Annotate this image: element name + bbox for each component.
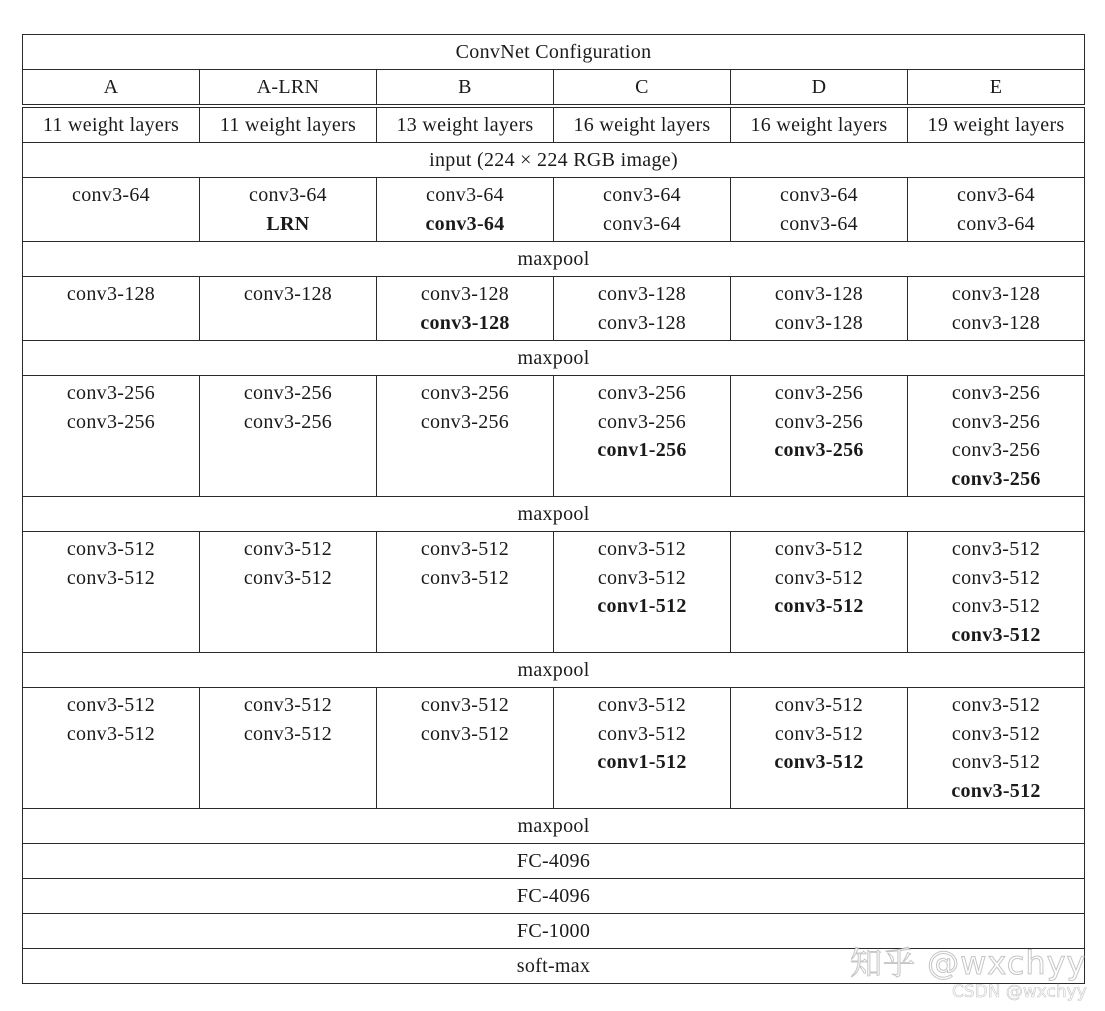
layer-label: conv3-512 (597, 566, 687, 589)
maxpool-row (23, 341, 1085, 376)
conv-block-cell-b (377, 688, 554, 809)
layer-label: conv3-512 (951, 751, 1041, 773)
maxpool-label: maxpool (23, 497, 1085, 532)
layer-label: conv3-512 (951, 595, 1041, 617)
depth-cell-b: 13 weight layers (377, 106, 554, 143)
zhihu-watermark: 知乎 @wxchyy (850, 944, 1087, 982)
added-layer-label: conv1-512 (597, 595, 687, 617)
layer-label: conv3-512 (66, 722, 156, 745)
conv-block-cell-a (23, 277, 200, 341)
maxpool-label: maxpool (23, 653, 1085, 688)
conv-block-cell-a-lrn (200, 178, 377, 242)
column-header-a: A (23, 70, 200, 107)
conv-block-row (23, 532, 1085, 653)
layer-label: conv3-512 (243, 694, 333, 716)
maxpool-row (23, 809, 1085, 844)
conv-block-cell-a (23, 532, 200, 653)
conv-block-cell-a-lrn (200, 532, 377, 653)
conv-block-cell-d (731, 376, 908, 497)
layer-label: conv3-64 (249, 184, 327, 206)
conv-block-cell-c (554, 376, 731, 497)
layer-label: conv3-64 (957, 184, 1035, 206)
layer-label: conv3-512 (774, 566, 864, 589)
layer-label: conv3-128 (951, 311, 1041, 334)
layer-label: conv3-512 (951, 694, 1041, 716)
layer-label: conv3-512 (951, 538, 1041, 560)
conv-block-cell-b (377, 532, 554, 653)
layer-label: conv3-256 (420, 410, 510, 433)
depth-cell-c: 16 weight layers (554, 106, 731, 143)
layer-label: conv3-128 (597, 283, 687, 305)
conv-block-cell-c (554, 688, 731, 809)
layer-label: conv3-256 (774, 410, 864, 433)
added-layer-label: conv3-512 (774, 751, 864, 773)
layer-label: conv3-512 (774, 722, 864, 745)
maxpool-label: maxpool (23, 242, 1085, 277)
maxpool-row (23, 653, 1085, 688)
layer-label: conv3-512 (243, 566, 333, 589)
layer-label: conv3-256 (597, 410, 687, 433)
maxpool-label: maxpool (23, 341, 1085, 376)
layer-label: conv3-512 (66, 538, 156, 560)
depth-cell-a-lrn: 11 weight layers (200, 106, 377, 143)
layer-label: conv3-512 (951, 722, 1041, 745)
layer-label: conv3-512 (597, 694, 687, 716)
layer-label: conv3-256 (66, 410, 156, 433)
conv-block-cell-d (731, 178, 908, 242)
conv-block-cell-a-lrn (200, 277, 377, 341)
layer-label: conv3-128 (951, 283, 1041, 305)
layer-label: conv3-256 (243, 410, 333, 433)
layer-label: conv3-512 (597, 722, 687, 745)
layer-label: conv3-512 (243, 538, 333, 560)
conv-block-cell-d (731, 532, 908, 653)
layer-label: conv3-128 (243, 283, 333, 305)
layer-label: conv3-64 (426, 184, 504, 206)
layer-label: conv3-256 (951, 382, 1041, 404)
softmax-label: soft-max (23, 949, 1085, 984)
added-layer-label: conv1-256 (597, 439, 687, 461)
conv-block-row (23, 277, 1085, 341)
layer-label: conv3-64 (603, 184, 681, 206)
conv-block-row (23, 178, 1085, 242)
input-label: input (224 × 224 RGB image) (23, 143, 1085, 178)
layer-label: conv3-128 (597, 311, 687, 334)
fc-label: FC-4096 (23, 844, 1085, 879)
conv-block-cell-a-lrn (200, 688, 377, 809)
layer-label: conv3-512 (951, 566, 1041, 589)
added-layer-label: conv3-256 (951, 467, 1041, 490)
conv-block-cell-e (908, 688, 1085, 809)
conv-block-cell-e (908, 376, 1085, 497)
layer-label: conv3-256 (951, 410, 1041, 433)
conv-block-row (23, 688, 1085, 809)
layer-label: conv3-256 (774, 382, 864, 404)
depth-cell-a: 11 weight layers (23, 106, 200, 143)
column-header-e: E (908, 70, 1085, 107)
conv-block-cell-b (377, 277, 554, 341)
layer-label: conv3-64 (72, 184, 150, 206)
column-header-d: D (731, 70, 908, 107)
layer-label: conv3-256 (66, 382, 156, 404)
layer-label: conv3-512 (243, 722, 333, 745)
column-header-row (23, 70, 1085, 107)
fc-row (23, 879, 1085, 914)
added-layer-label: conv3-256 (774, 439, 864, 461)
conv-block-cell-e (908, 178, 1085, 242)
layer-label: conv3-64 (957, 212, 1035, 235)
conv-block-cell-a (23, 376, 200, 497)
added-layer-label: LRN (266, 212, 310, 235)
layer-label: conv3-512 (420, 538, 510, 560)
fc-label: FC-1000 (23, 914, 1085, 949)
conv-block-cell-c (554, 277, 731, 341)
layer-label: conv3-256 (243, 382, 333, 404)
conv-block-cell-e (908, 532, 1085, 653)
column-header-c: C (554, 70, 731, 107)
layer-label: conv3-512 (420, 566, 510, 589)
added-layer-label: conv3-512 (774, 595, 864, 617)
column-header-a-lrn: A-LRN (200, 70, 377, 107)
maxpool-row (23, 242, 1085, 277)
maxpool-row (23, 497, 1085, 532)
column-header-b: B (377, 70, 554, 107)
conv-block-cell-a-lrn (200, 376, 377, 497)
conv-block-cell-a (23, 178, 200, 242)
conv-block-row (23, 376, 1085, 497)
conv-block-cell-a (23, 688, 200, 809)
layer-label: conv3-256 (951, 439, 1041, 461)
layer-label: conv3-128 (420, 283, 510, 305)
layer-label: conv3-64 (780, 184, 858, 206)
csdn-watermark: CSDN @wxchyy (952, 982, 1087, 1002)
layer-label: conv3-512 (66, 566, 156, 589)
layer-label: conv3-128 (66, 283, 156, 305)
depth-row (23, 106, 1085, 143)
layer-label: conv3-512 (420, 694, 510, 716)
layer-label: conv3-512 (774, 538, 864, 560)
fc-label: FC-4096 (23, 879, 1085, 914)
layer-label: conv3-256 (597, 382, 687, 404)
layer-label: conv3-64 (780, 212, 858, 235)
convnet-configuration-table (22, 34, 1085, 984)
title-row (23, 35, 1085, 70)
conv-block-cell-c (554, 532, 731, 653)
depth-cell-d: 16 weight layers (731, 106, 908, 143)
layer-label: conv3-128 (774, 283, 864, 305)
layer-label: conv3-64 (603, 212, 681, 235)
added-layer-label: conv3-512 (951, 623, 1041, 646)
conv-block-cell-d (731, 688, 908, 809)
layer-label: conv3-512 (420, 722, 510, 745)
layer-label: conv3-512 (66, 694, 156, 716)
conv-block-cell-c (554, 178, 731, 242)
maxpool-label: maxpool (23, 809, 1085, 844)
conv-block-cell-d (731, 277, 908, 341)
conv-block-cell-b (377, 376, 554, 497)
layer-label: conv3-256 (420, 382, 510, 404)
conv-block-cell-b (377, 178, 554, 242)
layer-label: conv3-512 (597, 538, 687, 560)
table-title: ConvNet Configuration (23, 35, 1085, 70)
fc-row (23, 844, 1085, 879)
added-layer-label: conv1-512 (597, 751, 687, 773)
depth-cell-e: 19 weight layers (908, 106, 1085, 143)
added-layer-label: conv3-128 (420, 311, 510, 334)
added-layer-label: conv3-64 (425, 212, 505, 235)
layer-label: conv3-512 (774, 694, 864, 716)
conv-block-cell-e (908, 277, 1085, 341)
added-layer-label: conv3-512 (951, 779, 1041, 802)
layer-label: conv3-128 (774, 311, 864, 334)
input-row (23, 143, 1085, 178)
